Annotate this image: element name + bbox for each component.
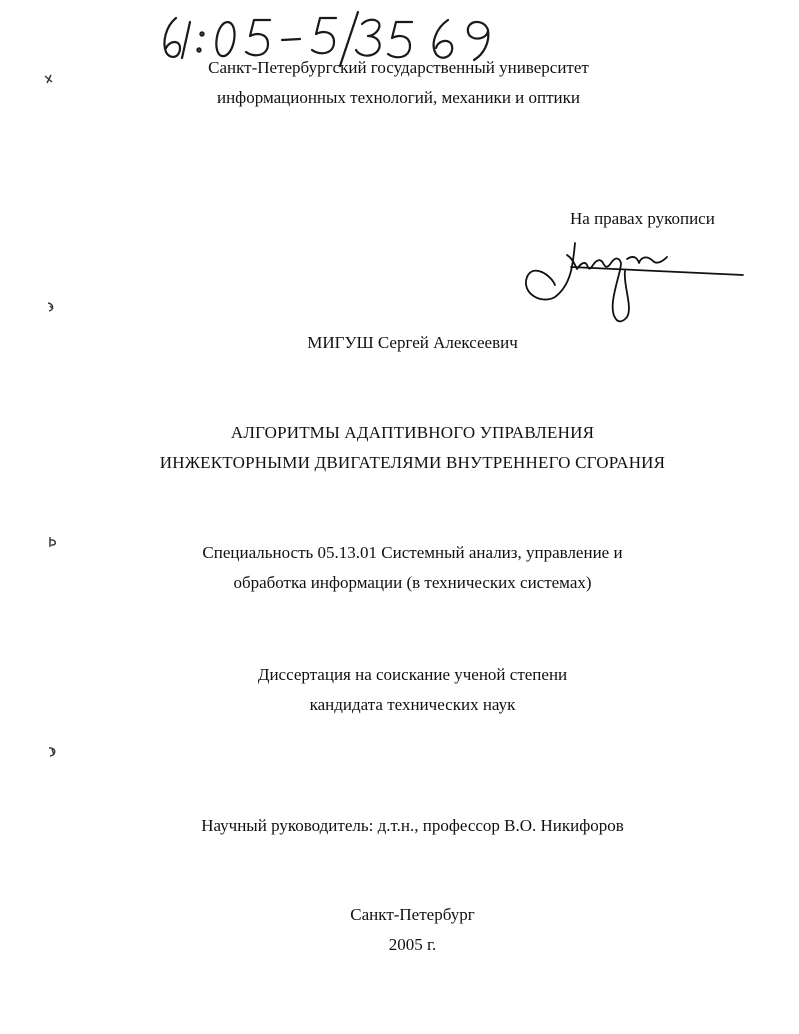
specialty-line-2: обработка информации (в технических системах) (233, 573, 592, 592)
author-signature (515, 235, 750, 330)
year: 2005 г. (388, 935, 437, 954)
margin-speck (46, 745, 60, 759)
margin-speck (44, 300, 58, 314)
dissertation-line-2: кандидата технических наук (309, 695, 516, 714)
thesis-title-line-1: АЛГОРИТМЫ АДАПТИВНОГО УПРАВЛЕНИЯ (230, 423, 595, 442)
university-line-1: Санкт-Петербургский государственный университет (208, 58, 589, 77)
scientific-supervisor: Научный руководитель: д.т.н., профессор В.О. Никифоров (201, 816, 624, 835)
thesis-title-line-2: ИНЖЕКТОРНЫМИ ДВИГАТЕЛЯМИ ВНУТРЕННЕГО СГОРАНИЯ (159, 453, 666, 472)
author-name: МИГУШ Сергей Алексеевич (307, 333, 518, 352)
specialty-line-1: Специальность 05.13.01 Системный анализ, управление и (202, 543, 623, 562)
university-line-2: информационных технологий, механики и оптики (216, 88, 580, 107)
dissertation-line-1: Диссертация на соискание ученой степени (257, 665, 568, 684)
catalog-code-text (158, 6, 500, 52)
rights-note: На правах рукописи (570, 209, 715, 228)
city: Санкт-Петербург (350, 905, 475, 924)
